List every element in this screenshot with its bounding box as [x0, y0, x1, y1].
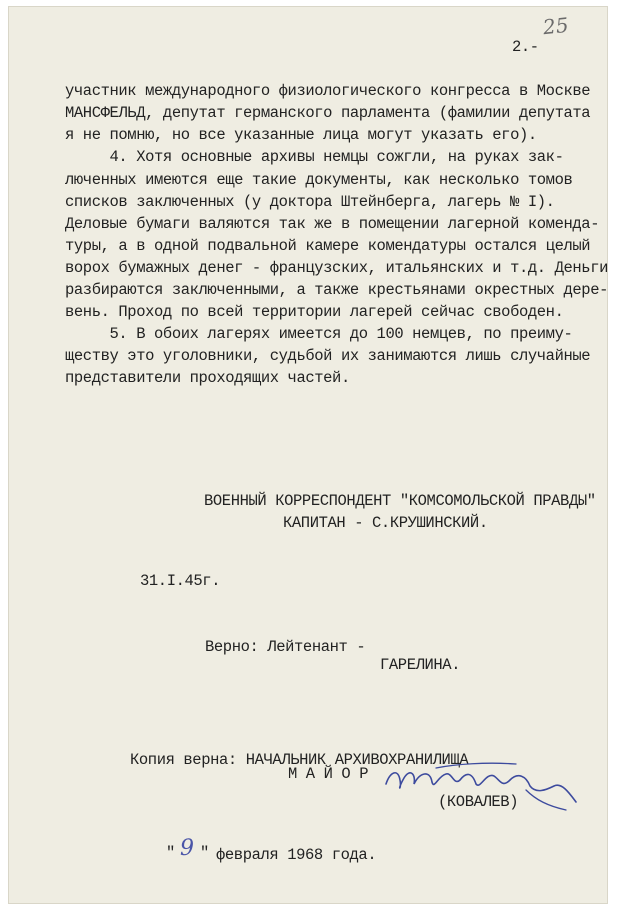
document-page [8, 6, 608, 904]
copy-date-quote-close: " [200, 844, 209, 862]
archive-page-number: 25 [541, 12, 570, 40]
body-line: я не помню, но все указанные лица могут указать его). [65, 126, 537, 144]
original-date: 31.I.45г. [140, 572, 221, 590]
body-line: люченных имеются еще такие документы, как несколько томов [65, 171, 573, 189]
body-line: разбираются заключенными, а также крестьянами окрестных дере- [65, 281, 608, 299]
signature-line-2: КАПИТАН - С.КРУШИНСКИЙ. [283, 514, 488, 532]
body-line: ществу это уголовники, судьбой их занимаются лишь случайные [65, 347, 591, 365]
body-line: вень. Проход по всей территории лагерей сейчас свободен. [65, 303, 564, 321]
verified-line: Верно: Лейтенант - [205, 638, 366, 656]
body-line: участник международного физиологического конгресса в Москве [65, 82, 591, 100]
copy-date-rest: февраля 1968 года. [216, 846, 377, 864]
body-line: туры, а в одной подвальной камере комендатуры остался целый [65, 237, 591, 255]
copy-date-quote-open: " [166, 844, 175, 862]
body-line: ворох бумажных денег - французских, итальянских и т.д. Деньги [65, 259, 608, 277]
page-number: 2.- [512, 38, 539, 56]
signature-line-1: ВОЕННЫЙ КОРРЕСПОНДЕНТ "КОМСОМОЛЬСКОЙ ПРАВДЫ" [204, 492, 596, 510]
body-line: списков заключенных (у доктора Штейнберга, лагерь № I). [65, 193, 555, 211]
copy-rank: М А Й О Р [288, 765, 369, 783]
copy-date-day: 9 [180, 836, 194, 861]
body-line: МАНСФЕЛЬД, депутат германского парламента (фамилии депутата [65, 104, 591, 122]
body-line: 4. Хотя основные архивы немцы сожгли, на руках зак- [65, 148, 564, 166]
body-line: представители проходящих частей. [65, 369, 350, 387]
body-line: 5. В обоих лагерях имеется до 100 немцев, по преиму- [65, 325, 573, 343]
copy-certified-line: Копия верна: НАЧАЛЬНИК АРХИВОХРАНИЛИЩА [130, 751, 469, 769]
verified-name: ГАРЕЛИНА. [380, 656, 461, 674]
body-line: Деловые бумаги валяются так же в помещении лагерной коменда- [65, 215, 600, 233]
copy-name: (КОВАЛЕВ) [438, 793, 519, 811]
